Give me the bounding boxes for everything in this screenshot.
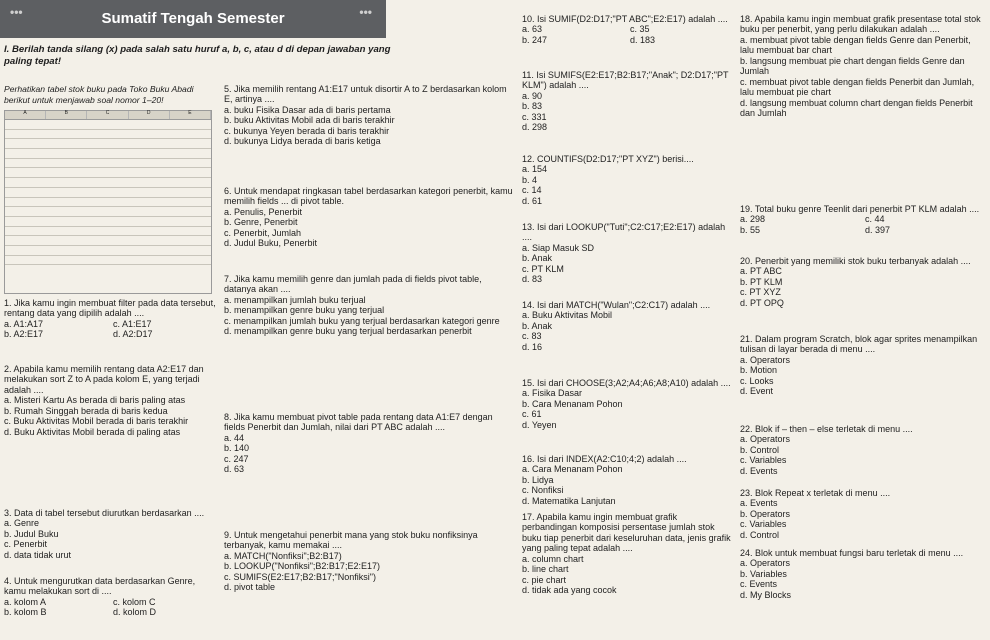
- option-c[interactable]: c. 83: [522, 331, 542, 342]
- option-b[interactable]: b. line chart: [522, 564, 569, 575]
- option-b[interactable]: b. buku Aktivitas Mobil ada di baris terakhir: [224, 115, 395, 126]
- question-text: 2. Apabila kamu memilih rentang data A2:E17 dan melakukan sort Z to A pada kolom E, yang terjadi adalah ....: [4, 364, 204, 395]
- option-b[interactable]: b. Control: [740, 444, 780, 455]
- option-b[interactable]: b. Operators: [740, 508, 791, 519]
- option-a[interactable]: a. Siap Masuk SD: [522, 242, 595, 253]
- question-text: 12. COUNTIFS(D2:D17;"PT XYZ") berisi....: [522, 154, 694, 164]
- option-a[interactable]: a. menampilkan jumlah buku terjual: [224, 294, 366, 305]
- option-b[interactable]: b. langsung membuat pie chart dengan fields Genre dan Jumlah: [740, 55, 965, 77]
- table-header-cell: B: [46, 111, 87, 119]
- table-row: [5, 120, 211, 130]
- question-text: 1. Jika kamu ingin membuat filter pada data tersebut, rentang data yang dipilih adalah ....: [4, 298, 216, 319]
- option-c[interactable]: c. Penerbit, Jumlah: [224, 227, 302, 238]
- option-d[interactable]: d. 63: [224, 464, 245, 475]
- option-b[interactable]: b. 55: [740, 224, 761, 235]
- table-header-cell: A: [5, 111, 46, 119]
- options: [4, 597, 218, 618]
- question-text: 5. Jika memilih rentang A1:E17 untuk disortir A to Z berdasarkan kolom E, artinya ....: [224, 84, 507, 105]
- option-d[interactable]: d. 298: [522, 122, 548, 133]
- table-body: [5, 120, 211, 265]
- option-c[interactable]: c. PT KLM: [522, 263, 564, 274]
- question-15: [522, 378, 734, 430]
- title-banner: [0, 0, 386, 38]
- option-a[interactable]: a. Penulis, Penerbit: [224, 206, 303, 217]
- option-c[interactable]: c. bukunya Yeyen berada di baris terakhir: [224, 125, 390, 136]
- option-a[interactable]: a. column chart: [522, 553, 584, 564]
- question-6: [224, 186, 514, 249]
- table-row: [5, 178, 211, 188]
- question-20: [740, 256, 986, 308]
- option-d[interactable]: d. 83: [522, 274, 543, 285]
- option-c[interactable]: c. menampilkan jumlah buku yang terjual berdasarkan kategori genre: [224, 315, 500, 326]
- option-b[interactable]: b. Motion: [740, 365, 778, 376]
- option-a[interactable]: a. Genre: [4, 518, 40, 529]
- table-intro: Perhatikan tabel stok buku pada Toko Buku Abadi berikut untuk menjawab soal nomor 1–20!: [4, 84, 194, 105]
- option-c[interactable]: c. Nonfiksi: [522, 485, 564, 496]
- question-text: 20. Penerbit yang memiliki stok buku terbanyak adalah ....: [740, 256, 971, 266]
- question-text: 18. Apabila kamu ingin membuat grafik presentase total stok buku per penerbit, yang perlu dilakukan adalah ....: [740, 14, 981, 35]
- option-d[interactable]: d. Control: [740, 529, 780, 540]
- option-c[interactable]: c. SUMIFS(E2:E17;B2:B17;"Nonfiksi"): [224, 571, 376, 582]
- question-24: [740, 548, 986, 600]
- option-b[interactable]: b. 247: [522, 34, 548, 45]
- option-b[interactable]: b. 83: [522, 101, 543, 112]
- option-b[interactable]: b. Variables: [740, 568, 787, 579]
- option-c[interactable]: c. Penerbit: [4, 539, 48, 550]
- question-22: [740, 424, 986, 476]
- table-row: [5, 198, 211, 208]
- question-18: [740, 14, 986, 118]
- table-row: [5, 236, 211, 246]
- option-c[interactable]: c. 14: [522, 185, 542, 196]
- option-c[interactable]: c. 247: [224, 453, 249, 464]
- table-header-cell: D: [129, 111, 170, 119]
- option-a[interactable]: a. MATCH("Nonfiksi";B2:B17): [224, 550, 342, 561]
- question-text: 11. Isi SUMIFS(E2:E17;B2:B17;"Anak"; D2:D17;"PT KLM") adalah ....: [522, 70, 729, 91]
- question-1: [4, 298, 218, 340]
- option-d[interactable]: d. bukunya Lidya berada di baris ketiga: [224, 136, 381, 147]
- table-row: [5, 130, 211, 140]
- question-14: [522, 300, 734, 352]
- options: [4, 319, 218, 340]
- option-c[interactable]: c. Variables: [740, 455, 787, 466]
- option-c[interactable]: c. Buku Aktivitas Mobil berada di baris terakhir: [4, 416, 189, 427]
- option-a[interactable]: a. Operators: [740, 558, 791, 569]
- option-a[interactable]: a. membuat pivot table dengan fields Genre dan Penerbit, lalu membuat bar chart: [740, 34, 971, 56]
- option-c[interactable]: c. 35: [630, 24, 650, 35]
- option-c[interactable]: c. Looks: [740, 375, 774, 386]
- option-a[interactable]: a. 63: [522, 24, 543, 35]
- dots-left: •••: [10, 5, 23, 19]
- option-d[interactable]: d. Buku Aktivitas Mobil berada di paling atas: [4, 426, 181, 437]
- option-c[interactable]: c. Variables: [740, 519, 787, 530]
- option-d[interactable]: d. 16: [522, 341, 543, 352]
- option-a[interactable]: a. Operators: [740, 434, 791, 445]
- table-row: [5, 217, 211, 227]
- question-text: 3. Data di tabel tersebut diurutkan berdasarkan ....: [4, 508, 205, 518]
- option-c[interactable]: c. A1:E17: [113, 318, 152, 329]
- options: [740, 214, 986, 235]
- table-header-cell: E: [170, 111, 211, 119]
- option-c[interactable]: c. Events: [740, 579, 778, 590]
- option-b[interactable]: b. Anak: [522, 320, 553, 331]
- option-c[interactable]: c. pie chart: [522, 574, 567, 585]
- dots-right: •••: [359, 5, 372, 19]
- option-d[interactable]: d. PT OPQ: [740, 297, 784, 308]
- option-c[interactable]: c. kolom C: [113, 596, 156, 607]
- question-text: 17. Apabila kamu ingin membuat grafik perbandingan komposisi persentase jumlah stok buku tiap penerbit dari keseluruhan data, jenis grafik yang paling tepat adalah ....: [522, 512, 731, 554]
- table-row: [5, 207, 211, 217]
- question-3: [4, 508, 218, 560]
- table-row: [5, 246, 211, 256]
- option-a[interactable]: a. A1:A17: [4, 318, 44, 329]
- table-header-cell: C: [87, 111, 128, 119]
- table-row: [5, 227, 211, 237]
- question-text: 8. Jika kamu membuat pivot table pada rentang data A1:E7 dengan fields Penerbit dan Jumlah, nilai dari PT ABC adalah ....: [224, 412, 493, 433]
- question-text: 16. Isi dari INDEX(A2:C10;4;2) adalah ....: [522, 454, 687, 464]
- question-text: 7. Jika kamu memilih genre dan jumlah pada di fields pivot table, datanya akan ....: [224, 274, 482, 295]
- question-text: 6. Untuk mendapat ringkasan tabel berdasarkan kategori penerbit, kamu memilih fields ... di pivot table.: [224, 186, 513, 207]
- option-a[interactable]: a. buku Fisika Dasar ada di baris pertama: [224, 104, 391, 115]
- option-b[interactable]: b. Rumah Singgah berada di baris kedua: [4, 405, 168, 416]
- option-d[interactable]: d. Yeyen: [522, 419, 557, 430]
- option-d[interactable]: d. Judul Buku, Penerbit: [224, 238, 318, 249]
- option-a[interactable]: a. 90: [522, 90, 543, 101]
- option-a[interactable]: a. Fisika Dasar: [522, 388, 583, 399]
- option-b[interactable]: b. 4: [522, 174, 538, 185]
- option-b[interactable]: b. Lidya: [522, 474, 554, 485]
- option-d[interactable]: d. 183: [630, 34, 656, 45]
- option-a[interactable]: a. PT ABC: [740, 266, 782, 277]
- option-b[interactable]: b. kolom B: [4, 607, 47, 618]
- option-d[interactable]: d. 61: [522, 195, 543, 206]
- option-b[interactable]: b. A2:E17: [4, 329, 44, 340]
- option-c[interactable]: c. PT XYZ: [740, 287, 781, 298]
- option-d[interactable]: d. langsung membuat column chart dengan fields Penerbit dan Jumlah: [740, 97, 973, 118]
- question-text: 10. Isi SUMIF(D2:D17;"PT ABC";E2:E17) adalah ....: [522, 14, 728, 24]
- question-8: [224, 412, 514, 475]
- option-d[interactable]: d. data tidak urut: [4, 549, 72, 560]
- option-a[interactable]: a. Cara Menanam Pohon: [522, 464, 623, 475]
- option-a[interactable]: a. Misteri Kartu As berada di baris paling atas: [4, 395, 186, 406]
- question-5: [224, 84, 514, 147]
- option-b[interactable]: b. Cara Menanam Pohon: [522, 398, 623, 409]
- question-7: [224, 274, 514, 337]
- question-17: [522, 512, 734, 596]
- option-b[interactable]: b. Judul Buku: [4, 528, 59, 539]
- question-21: [740, 334, 986, 397]
- question-16: [522, 454, 734, 506]
- option-c[interactable]: c. 44: [865, 214, 885, 225]
- question-19: [740, 204, 986, 235]
- question-text: 14. Isi dari MATCH("Wulan";C2:C17) adalah ....: [522, 300, 711, 310]
- option-d[interactable]: d. kolom D: [113, 607, 157, 618]
- option-b[interactable]: b. PT KLM: [740, 276, 783, 287]
- table-row: [5, 168, 211, 178]
- question-11: [522, 70, 734, 133]
- option-b[interactable]: b. menampilkan genre buku yang terjual: [224, 305, 385, 316]
- option-d[interactable]: d. Matematika Lanjutan: [522, 495, 616, 506]
- option-c[interactable]: c. membuat pivot table dengan fields Penerbit dan Jumlah, lalu membuat pie chart: [740, 76, 975, 98]
- option-a[interactable]: a. 298: [740, 214, 766, 225]
- instruction: I. Berilah tanda silang (x) pada salah satu huruf a, b, c, atau d di depan jawaban yang paling tepat!: [4, 44, 391, 67]
- question-text: 24. Blok untuk membuat fungsi baru terletak di menu ....: [740, 548, 964, 558]
- question-13: [522, 222, 734, 285]
- option-d[interactable]: d. Event: [740, 386, 774, 397]
- question-10: [522, 14, 734, 45]
- question-9: [224, 530, 514, 593]
- table-row: [5, 159, 211, 169]
- question-text: 15. Isi dari CHOOSE(3;A2;A4;A6;A8;A10) adalah ....: [522, 378, 731, 388]
- options: [522, 24, 734, 45]
- table-header: [5, 111, 211, 120]
- option-a[interactable]: a. 44: [224, 432, 245, 443]
- table-row: [5, 139, 211, 149]
- option-c[interactable]: c. 331: [522, 111, 547, 122]
- question-text: 13. Isi dari LOOKUP("Tuti";C2:C17;E2:E17) adalah ....: [522, 222, 726, 243]
- option-d[interactable]: d. tidak ada yang cocok: [522, 585, 617, 596]
- table-row: [5, 149, 211, 159]
- question-12: [522, 154, 734, 206]
- page-title: Sumatif Tengah Semester: [101, 9, 285, 27]
- question-text: 22. Blok if – then – else terletak di menu ....: [740, 424, 913, 434]
- question-23: [740, 488, 986, 540]
- option-c[interactable]: c. 61: [522, 409, 542, 420]
- question-text: 9. Untuk mengetahui penerbit mana yang stok buku nonfiksinya terbanyak, kamu memakai ....: [224, 530, 478, 551]
- option-d[interactable]: d. Events: [740, 465, 778, 476]
- option-a[interactable]: a. Buku Aktivitas Mobil: [522, 310, 613, 321]
- option-b[interactable]: b. Anak: [522, 253, 553, 264]
- option-a[interactable]: a. Operators: [740, 354, 791, 365]
- option-d[interactable]: d. pivot table: [224, 582, 276, 593]
- question-2: [4, 364, 218, 437]
- option-b[interactable]: b. Genre, Penerbit: [224, 217, 298, 228]
- option-a[interactable]: a. kolom A: [4, 596, 47, 607]
- question-text: 23. Blok Repeat x terletak di menu ....: [740, 488, 891, 498]
- option-b[interactable]: b. 140: [224, 443, 250, 454]
- option-b[interactable]: b. LOOKUP("Nonfiksi";B2:B17;E2:E17): [224, 561, 380, 572]
- question-text: 4. Untuk mengurutkan data berdasarkan Genre, kamu melakukan sort di ....: [4, 576, 196, 597]
- stock-table: [4, 110, 212, 294]
- option-d[interactable]: d. 397: [865, 224, 891, 235]
- option-a[interactable]: a. Events: [740, 498, 778, 509]
- question-4: [4, 576, 218, 618]
- question-text: 21. Dalam program Scratch, blok agar sprites menampilkan tulisan di layar berada di menu ....: [740, 334, 978, 355]
- table-row: [5, 256, 211, 266]
- question-text: 19. Total buku genre Teenlit dari penerbit PT KLM adalah ....: [740, 204, 980, 214]
- option-d[interactable]: d. menampilkan genre buku yang terjual berdasarkan penerbit: [224, 326, 472, 337]
- option-d[interactable]: d. A2:D17: [113, 329, 153, 340]
- table-row: [5, 188, 211, 198]
- option-d[interactable]: d. My Blocks: [740, 589, 792, 600]
- option-a[interactable]: a. 154: [522, 164, 548, 175]
